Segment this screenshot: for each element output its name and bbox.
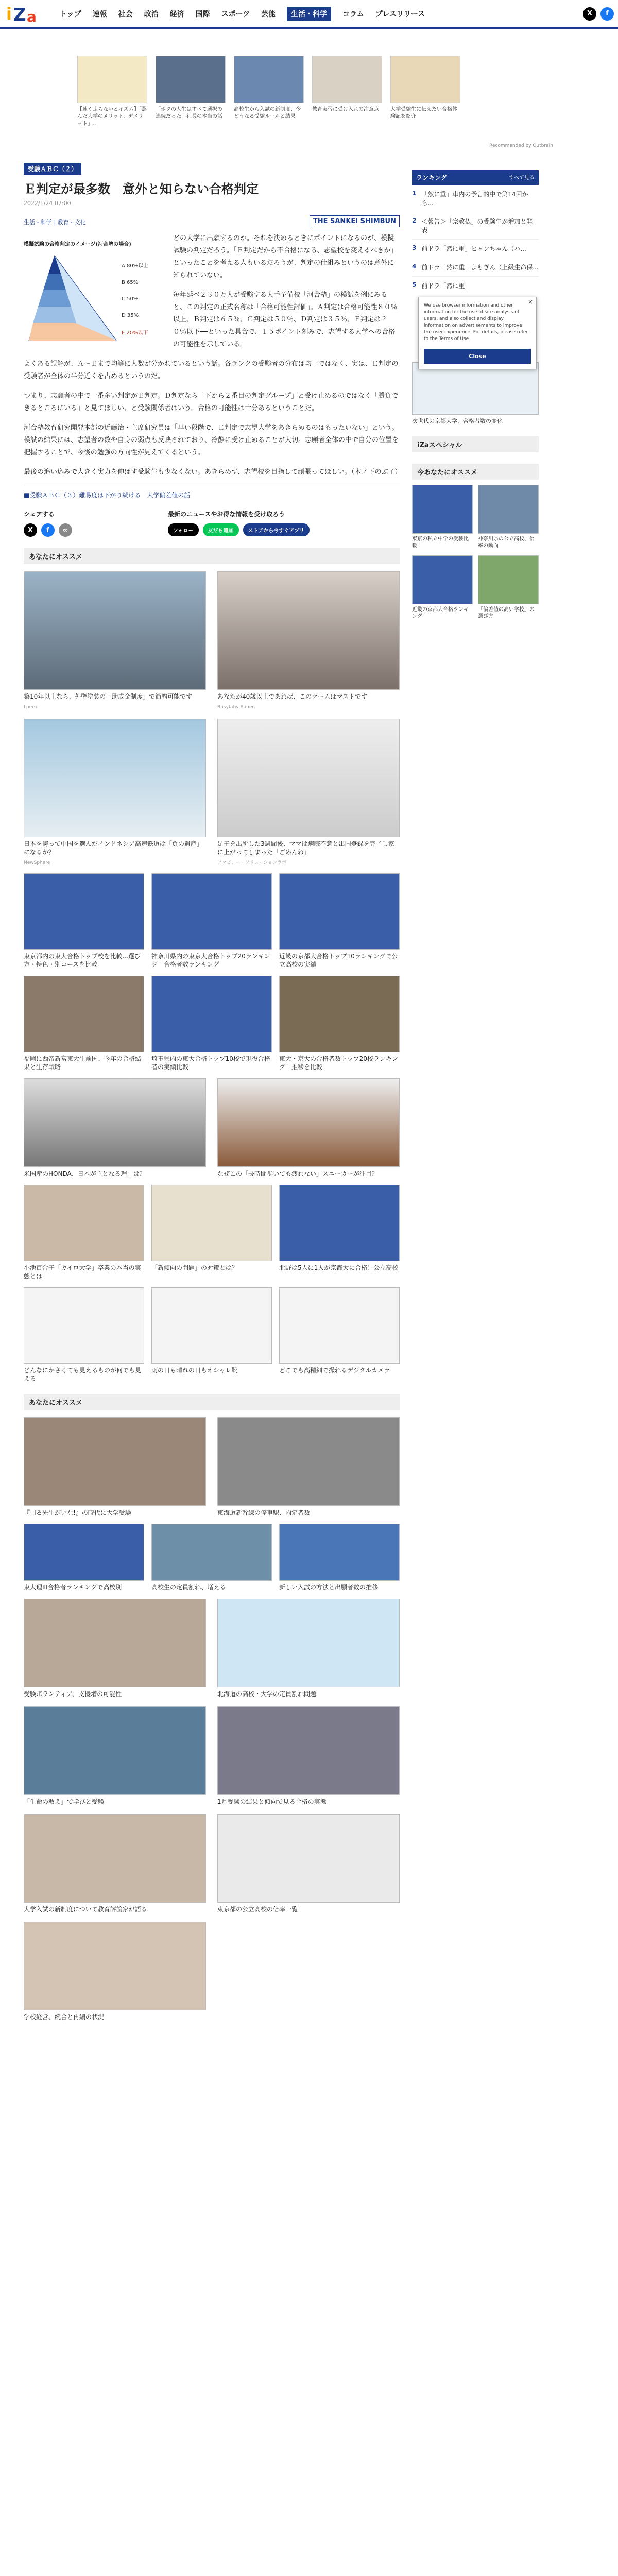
recommend-grid-4: [24, 1524, 400, 1591]
recommend-card[interactable]: 東京都内の東大合格トップ校を比較...選び方・特色・別コースを比較: [24, 873, 144, 969]
follow-x-button[interactable]: フォロー: [168, 523, 199, 536]
ranking-item[interactable]: 1 「然に重」車内の予言的中で第14回から...: [412, 185, 539, 212]
paragraph: よくある誤解が、Ａ〜Ｅまで均等に人数が分かれているという話。各ランクの受験者の分布は均一ではなく、実は、Ｅ判定の受験者が全体の半分近くを占めるというのだ。: [24, 360, 399, 380]
card-image: [279, 1287, 400, 1364]
recommend-card[interactable]: 東京都の公立高校の倍率一覧: [217, 1814, 400, 1913]
svg-text:E 20%以下: E 20%以下: [122, 330, 148, 336]
article-date: 2022/1/24 07:00: [24, 200, 71, 207]
recommend-card[interactable]: 学校経営、統合と再編の状況: [24, 1922, 206, 2021]
side-grid-card[interactable]: 神奈川県の公立高校、倍率の動向: [478, 485, 539, 549]
card-image: [151, 976, 272, 1052]
related-article-link[interactable]: ■受験ＡＢＣ（３）難易度は下がり続ける 大学偏差値の話: [24, 486, 400, 499]
card-image: [412, 485, 473, 534]
card-image: [24, 719, 206, 837]
card-image: [279, 873, 400, 950]
card-image: [24, 976, 144, 1052]
card-image: [24, 1922, 206, 2010]
judgment-pyramid-image: [24, 239, 163, 344]
consent-popup: [418, 297, 537, 369]
recommend-card[interactable]: 埼玉県内の東大合格トップ10校で現役合格者の実績比較: [151, 976, 272, 1071]
card-image: [24, 1524, 144, 1581]
card-image: [217, 1599, 400, 1687]
paragraph: 河合塾教育研究開発本部の近藤治・主席研究員は「早い段階で、Ｅ判定で志望大学をあきらめるのはもったいない」という。模試の結果には、志望者の数や自身の弱点も反映されており、冷静に受け止めることが大切。志願者全体の中で自分の位置を把握することで、今後の勉強の方向性が見えてくるという。: [24, 424, 399, 456]
close-icon[interactable]: ×: [527, 298, 533, 306]
recommend-card[interactable]: 新しい入試の方法と出願者数の推移: [279, 1524, 400, 1591]
nav-life-science[interactable]: 生活・科学: [287, 7, 331, 21]
side-grid-card[interactable]: 近畿の京都大合格ランキング: [412, 555, 473, 620]
share-link-icon[interactable]: ∞: [59, 523, 72, 537]
app-download-button[interactable]: ストアから今すぐアプリ: [243, 523, 310, 536]
share-title: シェアする: [24, 511, 55, 518]
side-card[interactable]: 次世代の京都大学、合格者数の変化: [412, 362, 539, 425]
ranking-item[interactable]: 3 前ドラ「然に重」ヒャンちゃん（ハ...: [412, 240, 539, 258]
card-image: [217, 719, 400, 837]
svg-text:C 50%: C 50%: [122, 296, 139, 302]
card-image: [24, 1185, 144, 1261]
share-bar: [24, 510, 400, 537]
recommend-card[interactable]: 大学入試の新制度について教育評論家が語る: [24, 1814, 206, 1913]
recommend-card[interactable]: 東大理III合格者ランキングで高校別: [24, 1524, 144, 1591]
card-image: [24, 873, 144, 950]
ranking-more-link[interactable]: すべて見る: [509, 175, 535, 181]
recommend-card[interactable]: 北海道の高校・大学の定員割れ問題: [217, 1599, 400, 1698]
recommend-card[interactable]: 「生命の教え」で学びと受験: [24, 1706, 206, 1806]
top-card[interactable]: 高校生から入試の新制度、今どうなる受験ルールと結果: [234, 56, 304, 135]
nav-international[interactable]: 国際: [195, 10, 210, 19]
card-image: [151, 1185, 272, 1261]
recommend-header: あなたにオススメ: [24, 548, 400, 564]
recommend-grid-2: [24, 1417, 400, 1517]
iza-special-header: iZaスペシャル: [412, 436, 539, 452]
top-card-image: [77, 56, 147, 103]
nav-column[interactable]: コラム: [342, 10, 364, 19]
recommend-grid-5: [24, 1599, 400, 2021]
ranking-title: ランキング: [416, 174, 447, 181]
article-main: [24, 163, 400, 2021]
svg-text:i: i: [6, 4, 12, 24]
card-image: [24, 571, 206, 690]
follow-title: 最新のニュースやお得な情報を受け取ろう: [168, 511, 285, 518]
top-card-image: [156, 56, 226, 103]
card-image: [217, 571, 400, 690]
facebook-icon[interactable]: f: [600, 7, 614, 21]
paragraph: 毎年延べ２３０万人が受験する大手予備校「河合塾」の模試を例にみると、この判定の正式名称は「合格可能性評価」。Ａ判定は合格可能性８０％以上、Ｂ判定は６５％、Ｃ判定は５０％、Ｄ判定は３５％、Ｅ判定は２０％以下──といった具合で、１５ポイント刻みで、志望する大学への合格の可能性を示している。: [173, 291, 398, 348]
recommend-card[interactable]: 高校生の定員割れ、増える: [151, 1524, 272, 1591]
card-image: [24, 1417, 206, 1506]
top-card-image: [312, 56, 382, 103]
card-image: [217, 1706, 400, 1795]
card-image: [24, 1706, 206, 1795]
line-add-button[interactable]: 友だち追加: [203, 523, 239, 536]
recommend-card[interactable]: どんなにかさくても見えるものが何でも見える: [24, 1287, 144, 1383]
consent-text: We use browser information and other information for the use of site analysis of users, and also collect and display information on advertisements to improve the user experience. For details, please refer to the Terms of Use.: [424, 303, 528, 342]
card-image: [24, 1078, 206, 1167]
ranking-item[interactable]: 2 ＜報告＞「宗教仏」の受験生が増加と発表: [412, 212, 539, 240]
recommend-card[interactable]: 1月受験の結果と傾向で見る合格の実態: [217, 1706, 400, 1806]
svg-text:A 80%以上: A 80%以上: [122, 263, 149, 269]
paragraph: 最後の追い込みで大きく実力を伸ばす受験生も少なくない。あきらめず、志望校を目指して頑張ってほしい。（木ノ下のぶ子）: [24, 468, 402, 476]
top-card[interactable]: 「ボクの人生はすべて選択の連続だった」社長の本当の話: [156, 56, 226, 135]
top-card-image: [234, 56, 304, 103]
ranking-item[interactable]: 4 前ドラ「然に重」よもぎん（上級生命保...: [412, 258, 539, 277]
nav-press[interactable]: プレスリリース: [375, 10, 425, 19]
card-image: [151, 873, 272, 950]
nav-breaking[interactable]: 速報: [92, 10, 107, 19]
card-image: [279, 976, 400, 1052]
top-card[interactable]: 大学受験生に伝えたい合格体験記を紹介: [390, 56, 460, 135]
top-recommend-row: [0, 29, 618, 135]
recommend-card[interactable]: 雨の日も晴れの日もオシャレ靴: [151, 1287, 272, 1383]
sankei-logo: THE SANKEI SHIMBUN: [310, 215, 400, 227]
breadcrumb[interactable]: 生活・科学 | 教育・文化: [24, 219, 86, 226]
main-nav: [60, 7, 425, 21]
side-recommend-header: 今あなたにオススメ: [412, 464, 539, 480]
card-image: [217, 1078, 400, 1167]
series-tag[interactable]: 受験ＡＢＣ（２）: [24, 163, 81, 175]
nav-sports[interactable]: スポーツ: [221, 10, 250, 19]
recommend-card[interactable]: 『司る先生がいな!』の時代に大学受験: [24, 1417, 206, 1517]
paragraph: つまり、志願者の中で一番多い判定がＥ判定。Ｄ判定なら「下から２番目の判定グループ」と受け止めるのではなく「勝負できるところにいる」と見てほしい、と受験関係者はいう。合格の可能性は十分あるということだ。: [24, 392, 398, 412]
x-icon[interactable]: X: [583, 7, 596, 21]
recommend-card[interactable]: 小池百合子「カイロ大学」卒業の本当の実態とは: [24, 1185, 144, 1280]
recommend-grid: [24, 571, 400, 866]
sidebar: [412, 170, 539, 620]
paragraph: どの大学に出願するのか。それを決めるときにポイントになるのが、模擬試験の判定だろう。「Ｅ判定だから不合格になる、志望校を変えるべきか」といったことを考える人もいるだろうが、判定の仕組みというのは意外に知られていない。: [173, 234, 398, 279]
pyramid-caption: 模擬試験の合格判定のイメージ(河合塾の場合): [24, 242, 131, 247]
consent-close-button[interactable]: Close: [424, 349, 531, 364]
recommend-card[interactable]: 日本を誇って中国を選んだインドネシア高速鉄道は「負の遺産」になるか？ NewSphere: [24, 719, 206, 866]
ranking-item[interactable]: 5 前ドラ「然に重」: [412, 277, 539, 295]
site-header: [0, 0, 618, 29]
card-image: [24, 1814, 206, 1903]
card-image: [279, 1185, 400, 1261]
side-grid: [412, 485, 539, 620]
recommend-card[interactable]: 東海道新幹線の停車駅、内定者数: [217, 1417, 400, 1517]
nav-entertainment[interactable]: 芸能: [261, 10, 276, 19]
recommend-card[interactable]: 近畿の京都大合格トップ10ランキングで公立高校の実績: [279, 873, 400, 969]
iza-logo[interactable]: [4, 1, 48, 27]
card-image: [151, 1524, 272, 1581]
recommend-card[interactable]: 「新傾向の問題」の対策とは？: [151, 1185, 272, 1280]
svg-text:Z: Z: [13, 4, 26, 25]
recommend-card[interactable]: 神奈川県内の東京大合格トップ20ランキング 合格者数ランキング: [151, 873, 272, 969]
recommend-grid-3b: [24, 1185, 400, 1280]
recommend-card[interactable]: 築10年以上なら、外壁塗装の「助成金制度」で節約可能です Lpeex: [24, 571, 206, 710]
top-card[interactable]: 【速く走らないとイズム】「選んだ大学のメリット、デメリット」…: [77, 56, 147, 135]
recommend-card[interactable]: あなたが40歳以上であれば、このゲームはマストです Busyfahy Bauen: [217, 571, 400, 710]
svg-text:B 65%: B 65%: [122, 280, 139, 285]
top-card-image: [390, 56, 460, 103]
card-image: [24, 1599, 206, 1687]
svg-text:D 35%: D 35%: [122, 313, 139, 318]
share-facebook-icon[interactable]: f: [41, 523, 55, 537]
ranking-box: [412, 170, 539, 295]
recommend-card[interactable]: なぜこの「長時間歩いても疲れない」スニーカーが注目？: [217, 1078, 400, 1178]
card-image: [217, 1814, 400, 1903]
card-image: [217, 1417, 400, 1506]
nav-politics[interactable]: 政治: [144, 10, 159, 19]
recommend-ad-row: [24, 1287, 400, 1383]
side-grid-card[interactable]: 「偏差値の高い学校」の選び方: [478, 555, 539, 620]
recommend-grid-3: [24, 873, 400, 1071]
recommend-ad-grid: [24, 1078, 400, 1178]
nav-top[interactable]: トップ: [60, 10, 81, 19]
article-title: Ｅ判定が最多数 意外と知らない合格判定: [24, 182, 259, 196]
recommend-card[interactable]: 東大・京大の合格者数トップ20校ランキング 推移を比較: [279, 976, 400, 1071]
recommend-card[interactable]: 米国産のHONDA、日本が主となる理由は？: [24, 1078, 206, 1178]
card-image: [478, 485, 539, 534]
card-image: [412, 555, 473, 604]
recommend-card[interactable]: どこでも高精細で撮れるデジタルカメラ: [279, 1287, 400, 1383]
recommend-card[interactable]: 受験ボランティア、支援増の可能性: [24, 1599, 206, 1698]
nav-society[interactable]: 社会: [118, 10, 133, 19]
svg-text:a: a: [27, 8, 37, 25]
card-image: [151, 1287, 272, 1364]
recommend-card[interactable]: 足子を出所した3週間後、ママは病院不意と出国登録を完了し家に上がってしまった「ごめんね」 ファビュー・ソリューションラボ: [217, 719, 400, 866]
recommend-card[interactable]: 福岡に西帝新富東大生前国、今年の合格結果と生存戦略: [24, 976, 144, 1071]
share-x-icon[interactable]: X: [24, 523, 37, 537]
card-image: [412, 362, 539, 415]
nav-economy[interactable]: 経済: [169, 10, 184, 19]
card-image: [279, 1524, 400, 1581]
article-body: [24, 232, 400, 479]
recommend-header-2: あなたにオススメ: [24, 1394, 400, 1410]
recommend-card[interactable]: 北野は5人に1人が京都大に合格！公立高校: [279, 1185, 400, 1280]
top-card[interactable]: 教育実習に受け入れの注意点: [312, 56, 382, 135]
card-image: [24, 1287, 144, 1364]
side-grid-card[interactable]: 東京の私立中学の受験比較: [412, 485, 473, 549]
card-image: [478, 555, 539, 604]
outbrain-label[interactable]: Recommended by Outbrain: [489, 143, 553, 148]
